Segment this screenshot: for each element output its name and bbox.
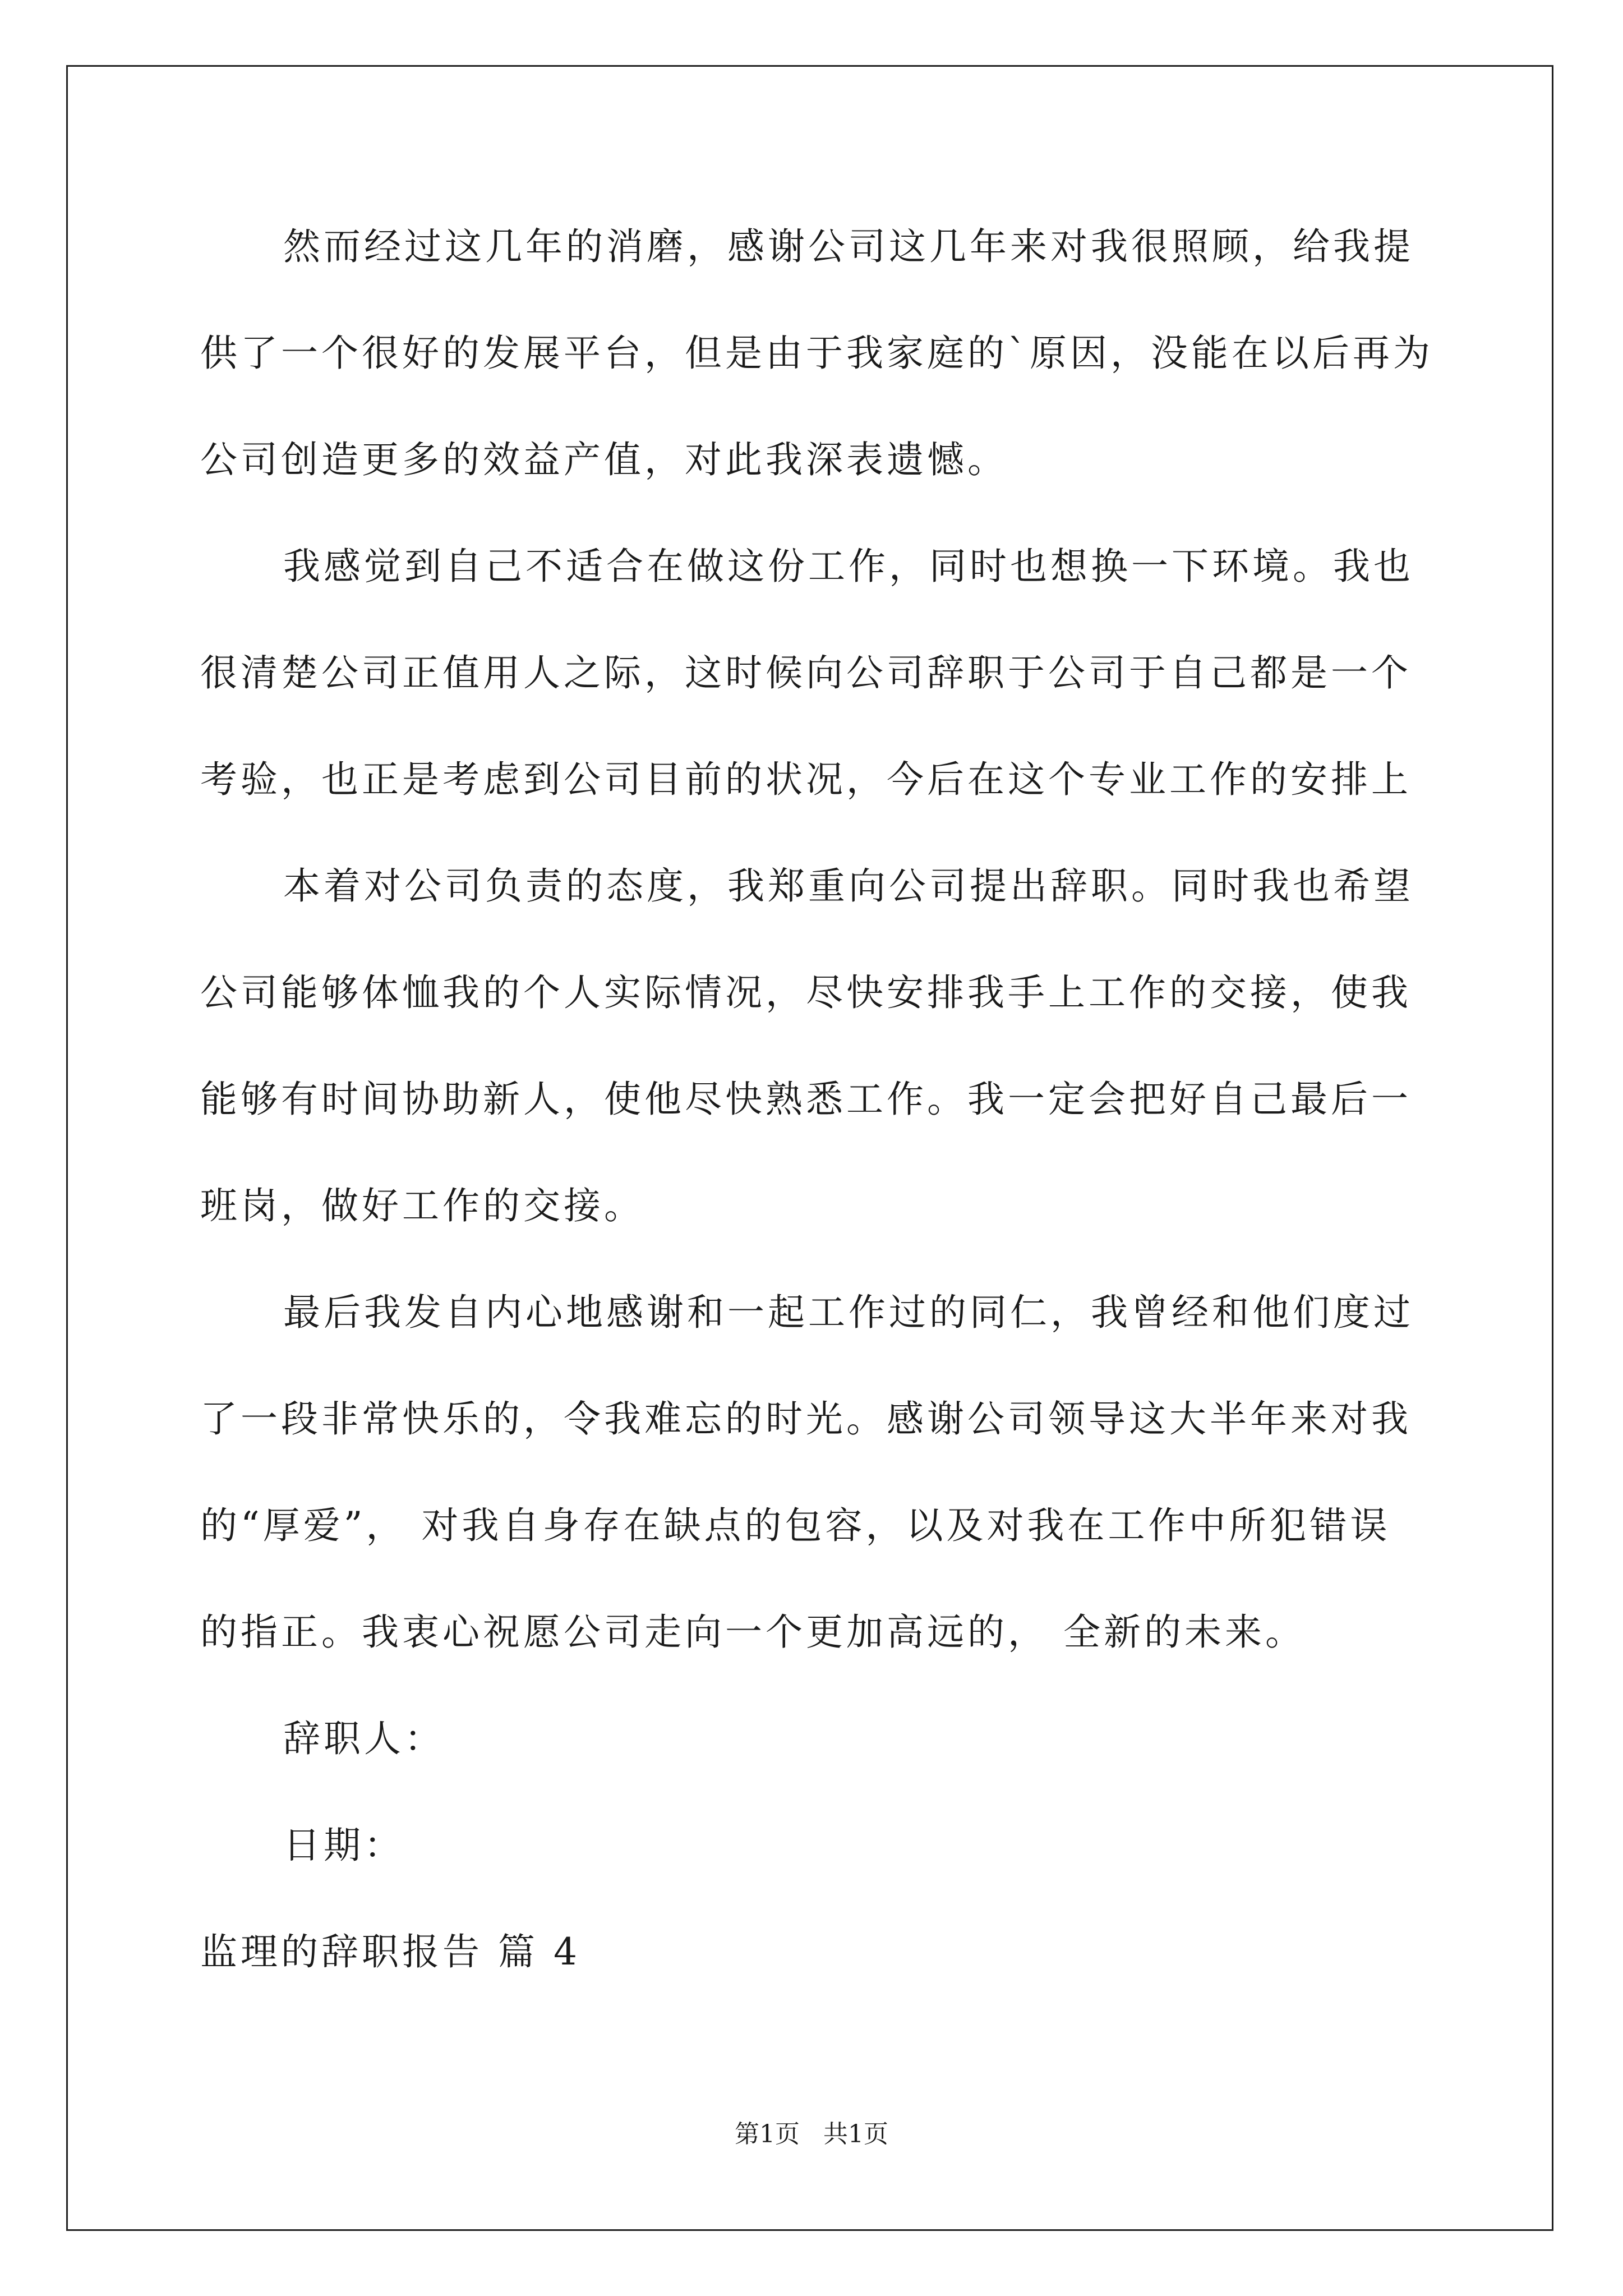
paragraph-4-line-1: 最后我发自内心地感谢和一起工作过的同仁，我曾经和他们度过 xyxy=(283,1291,1414,1334)
date-label: 日期： xyxy=(283,1824,404,1867)
paragraph-3-line-2: 公司能够体恤我的个人实际情况，尽快安排我手上工作的交接，使我 xyxy=(200,971,1412,1014)
page-footer: 第1页 共1页 xyxy=(735,2120,888,2148)
paragraph-3-line-3: 能够有时间协助新人，使他尽快熟悉工作。我一定会把好自己最后一 xyxy=(200,1078,1412,1121)
paragraph-3-line-4: 班岗，做好工作的交接。 xyxy=(200,1184,644,1227)
section-title: 监理的辞职报告 篇 4 xyxy=(200,1930,580,1973)
page-frame xyxy=(66,65,1553,2231)
paragraph-1-line-1: 然而经过这几年的消磨，感谢公司这几年来对我很照顾，给我提 xyxy=(283,225,1414,268)
paragraph-2-line-2: 很清楚公司正值用人之际，这时候向公司辞职于公司于自己都是一个 xyxy=(200,651,1412,694)
paragraph-1-line-3: 公司创造更多的效益产值，对此我深表遗憾。 xyxy=(200,438,1008,481)
paragraph-2-line-1: 我感觉到自己不适合在做这份工作，同时也想换一下环境。我也 xyxy=(283,545,1414,588)
paragraph-3-line-1: 本着对公司负责的态度，我郑重向公司提出辞职。同时我也希望 xyxy=(283,864,1414,908)
signature-label: 辞职人： xyxy=(283,1717,445,1760)
paragraph-1-line-2: 供了一个很好的发展平台，但是由于我家庭的`原因，没能在以后再为 xyxy=(200,332,1433,375)
paragraph-4-line-3: 的“厚爱”， 对我自身存在缺点的包容，以及对我在工作中所犯错误 xyxy=(200,1504,1391,1547)
paragraph-4-line-4: 的指正。我衷心祝愿公司走向一个更加高远的， 全新的未来。 xyxy=(200,1611,1306,1654)
paragraph-4-line-2: 了一段非常快乐的，令我难忘的时光。感谢公司领导这大半年来对我 xyxy=(200,1397,1412,1441)
paragraph-2-line-3: 考验，也正是考虑到公司目前的状况，今后在这个专业工作的安排上 xyxy=(200,758,1412,801)
